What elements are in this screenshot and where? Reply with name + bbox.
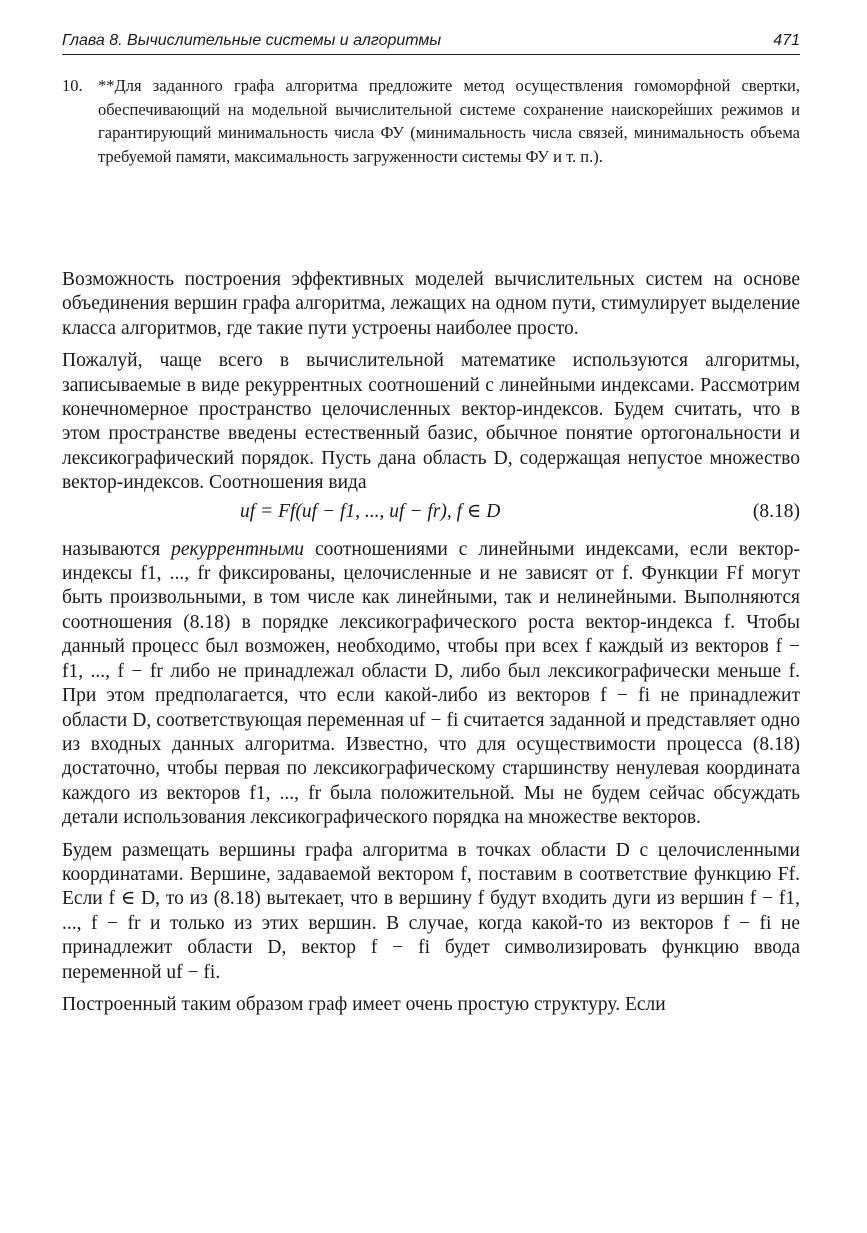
paragraph-3-rest: соотношениями с линейными индексами, если вектор-индексы f1, ..., fr фиксированы, целочисленные и не зависят от f. Функции Ff могут быть произвольными, в том числе как линейными, так и нелинейными. Выполняются соотношения (8.18) в порядке лексикографического роста вектор-индекса f. Чтобы данный процесс был возможен, необходимо, чтобы при всех f каждый из векторов f − f1, ..., f − fr либо не принадлежал области D, либо был лексикографически меньше f. При этом предполагается, что если какой-либо из векторов f − fi не принадлежит области D, соответствующая переменная uf − fi считается заданной и представляет одно из входных данных алгоритма. Известно, что для осуществимости процесса (8.18) достаточно, чтобы первая по лексикографическому старшинству ненулевая координата каждого из векторов f1, ..., fr была положительной. Мы не будем сейчас обсуждать детали использования лексикографического порядка на множестве векторов.	[62, 538, 800, 829]
formula-8-18	[62, 498, 800, 528]
paragraph-5: Построенный таким образом граф имеет очень простую структуру. Если	[62, 993, 666, 1015]
exercise-number: 10.	[62, 76, 83, 95]
paragraph-1: Возможность построения эффективных моделей вычислительных систем на основе объединения вершин графа алгоритма, лежащих на одном пути, стимулирует выделение класса алгоритмов, где такие пути устроены наиболее просто.	[62, 269, 800, 339]
page-number: 471	[773, 32, 800, 49]
chapter-title: Глава 8. Вычислительные системы и алгоритмы	[62, 32, 442, 49]
paragraph-3	[62, 538, 800, 831]
page-header	[62, 30, 800, 55]
exercise-text: **Для заданного графа алгоритма предложите метод осуществления гомоморфной свертки, обеспечивающий на модельной вычислительной системе сохранение наискорейших режимов и гарантирующий минимальность числа ФУ (минимальность числа связей, минимальность объема требуемой памяти, максимальность загруженности системы ФУ и т. п.).	[98, 76, 800, 166]
formula-label: (8.18)	[752, 500, 800, 522]
paragraph-4: Будем размещать вершины графа алгоритма в точках области D с целочисленными координатами. Вершине, задаваемой вектором f, поставим в соответствие функцию Ff. Если f ∈ D, то из (8.18) вытекает, что в вершину f будут входить дуги из вершин f − f1, ..., f − fr и только из этих вершин. В случае, когда какой-то из векторов f − fi не принадлежит области D, вектор f − fi будет символизировать функцию ввода переменной uf − fi.	[62, 839, 800, 983]
formula-expression: uf = Ff(uf − f1, ..., uf − fr), f ∈ D	[240, 500, 501, 522]
paragraph-3-start: называются	[62, 538, 172, 560]
main-text	[62, 268, 800, 1025]
exercise-item	[62, 74, 800, 168]
paragraph-2: Пожалуй, чаще всего в вычислительной математике используются алгоритмы, записываемые в виде рекуррентных соотношений с линейными индексами. Рассмотрим конечномерное пространство целочисленных вектор-индексов. Будем считать, что в этом пространстве введены естественный базис, обычное понятие ортогональности и лексикографический порядок. Пусть дана область D, содержащая непустое множество вектор-индексов. Соотношения вида	[62, 350, 800, 494]
emphasis-term: рекуррентными	[171, 538, 305, 560]
